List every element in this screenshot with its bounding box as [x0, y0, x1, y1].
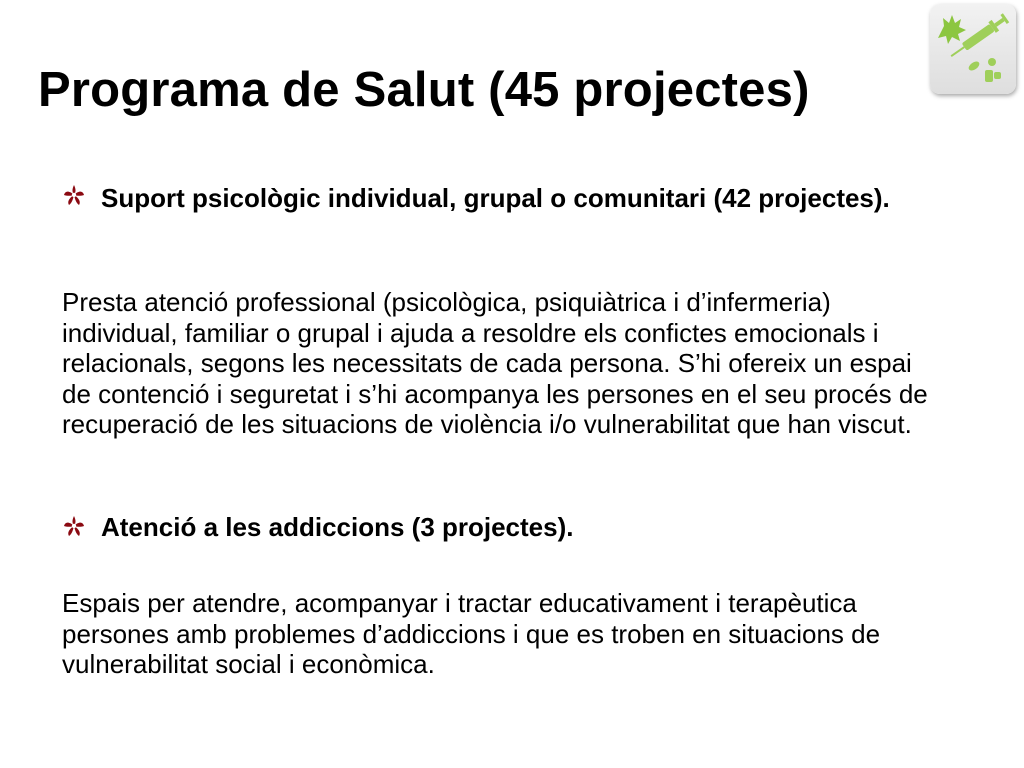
health-emblem-icon	[930, 4, 1016, 94]
description-psychological-support: Presta atenció professional (psicològica, psiquiàtrica i d’infermeria) individual, familiar o grupal i ajuda a resoldre els confictes emocionals i relacionals, segons les necessitats de cada persona. S’hi ofereix un espai de contenció i seguretat i s’hi acompanya les persones en el seu procés de recuperació de les situacions de violència i/o vulnerabilitat que han viscut.	[62, 287, 928, 439]
bullet-heading-addictions: Atenció a les addiccions (3 projectes).	[101, 512, 574, 542]
description-addictions: Espais per atendre, acompanyar i tractar educativament i terapèutica persones amb problemes d’addiccions i que es troben en situacions de vulnerabilitat social i econòmica.	[62, 588, 881, 679]
slide-title: Programa de Salut (45 projectes)	[38, 63, 810, 117]
bullet-heading-psychological-support: Suport psicològic individual, grupal o comunitari (42 projectes).	[101, 183, 890, 213]
lotus-bullet-icon	[63, 515, 85, 537]
health-emblem-logo	[930, 4, 1016, 94]
lotus-bullet-icon	[63, 184, 85, 206]
